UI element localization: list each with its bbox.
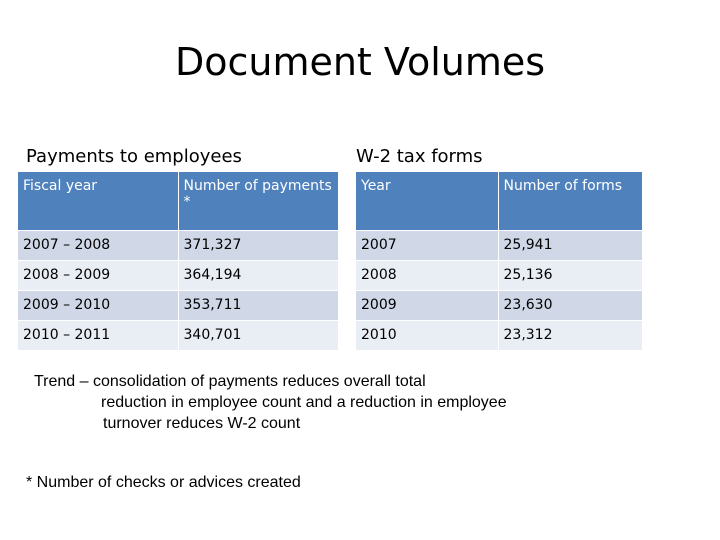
w2-count-cell: 25,136: [498, 260, 642, 290]
w2-year-cell: 2008: [356, 260, 498, 290]
w2-heading: W-2 tax forms: [356, 146, 483, 167]
payments-col-fiscal-year: Fiscal year: [18, 172, 178, 230]
payments-col-number-of-payments: Number of payments *: [178, 172, 338, 230]
w2-count-cell: 23,312: [498, 320, 642, 350]
w2-table: [356, 172, 643, 351]
w2-count-cell: 25,941: [498, 230, 642, 260]
w2-col-number-of-forms: Number of forms: [498, 172, 642, 230]
table-row: [356, 230, 642, 260]
table-row: [18, 320, 338, 350]
payments-heading: Payments to employees: [26, 146, 242, 167]
table-row: [356, 260, 642, 290]
table-row: [356, 320, 642, 350]
payments-count-cell: 353,711: [178, 290, 338, 320]
w2-col-year: Year: [356, 172, 498, 230]
payments-fiscal-year-cell: 2010 – 2011: [18, 320, 178, 350]
w2-year-cell: 2007: [356, 230, 498, 260]
table-row: [18, 290, 338, 320]
payments-count-cell: 371,327: [178, 230, 338, 260]
footnote: * Number of checks or advices created: [26, 474, 301, 491]
table-row: [356, 290, 642, 320]
trend-line-2: reduction in employee count and a reduction in employee: [101, 394, 507, 411]
slide-title: Document Volumes: [174, 40, 546, 84]
payments-fiscal-year-cell: 2007 – 2008: [18, 230, 178, 260]
table-row: [18, 230, 338, 260]
trend-line-1: Trend – consolidation of payments reduces overall total: [34, 373, 426, 390]
w2-count-cell: 23,630: [498, 290, 642, 320]
table-row: [18, 260, 338, 290]
w2-year-cell: 2010: [356, 320, 498, 350]
w2-header-row: [356, 172, 642, 230]
payments-header-row: [18, 172, 338, 230]
w2-year-cell: 2009: [356, 290, 498, 320]
trend-line-3: turnover reduces W-2 count: [103, 415, 301, 432]
payments-count-cell: 364,194: [178, 260, 338, 290]
payments-fiscal-year-cell: 2009 – 2010: [18, 290, 178, 320]
payments-count-cell: 340,701: [178, 320, 338, 350]
payments-fiscal-year-cell: 2008 – 2009: [18, 260, 178, 290]
payments-table: [18, 172, 339, 351]
